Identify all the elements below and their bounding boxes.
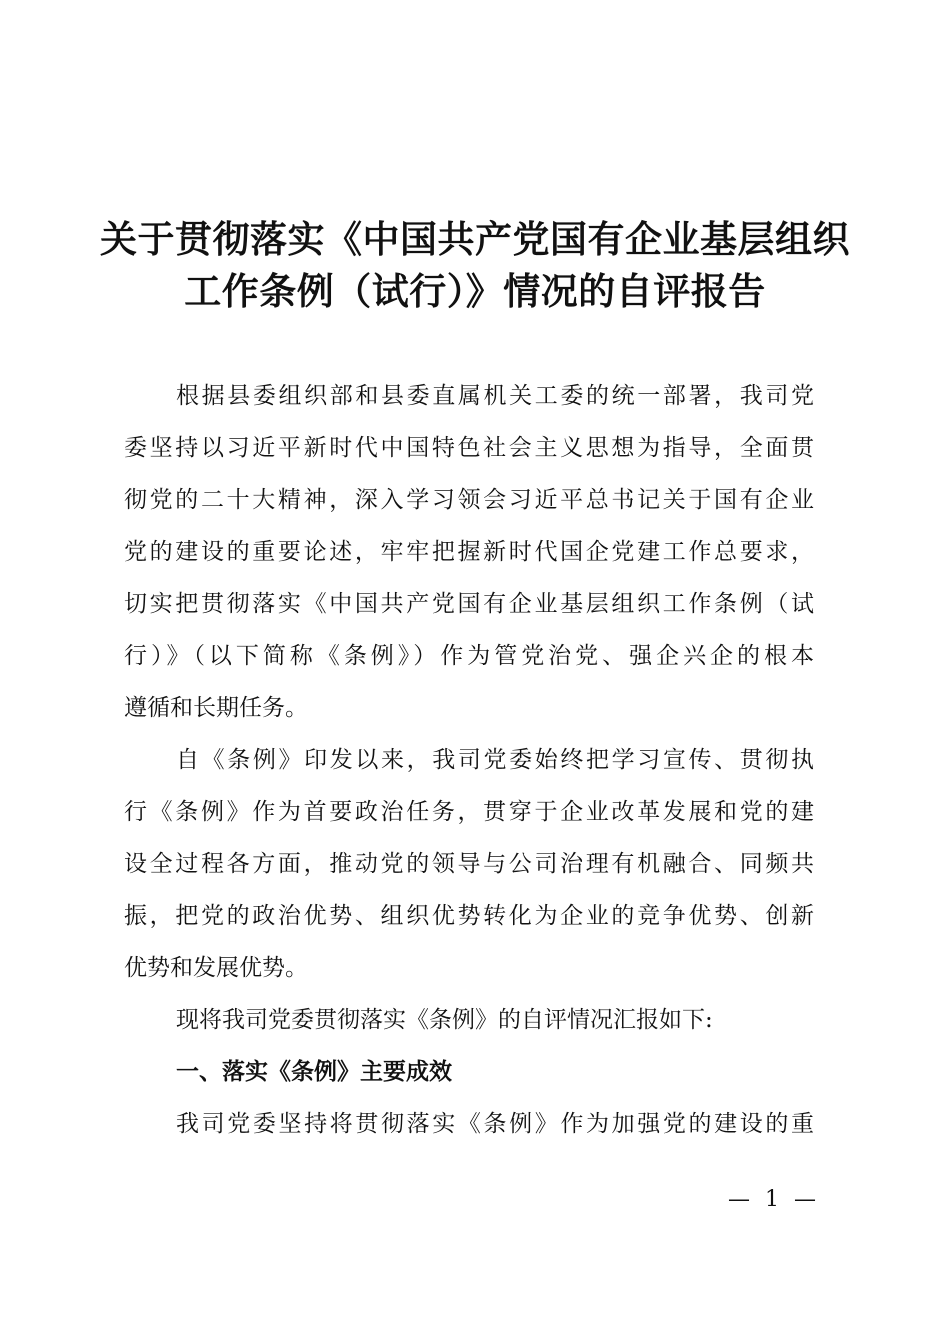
paragraph-3: 现将我司党委贯彻落实《条例》的自评情况汇报如下: [176,1007,713,1033]
paragraph-2-line-4: 振，把党的政治优势、组织优势转化为企业的竞争优势、创新 [124,903,814,929]
paragraph-1-line-7: 遵循和长期任务。 [124,695,308,721]
paragraph-4-line-1: 我司党委坚持将贯彻落实《条例》作为加强党的建设的重 [176,1111,814,1137]
document-title-line-1: 关于贯彻落实《中国共产党国有企业基层组织 [100,218,850,261]
document-body [124,370,814,1150]
paragraph-1-line-2: 委坚持以习近平新时代中国特色社会主义思想为指导，全面贯 [124,435,814,461]
paragraph-2-line-2: 行《条例》作为首要政治任务，贯穿于企业改革发展和党的建 [124,799,814,825]
paragraph-1-line-6: 行）》（以下简称《条例》）作为管党治党、强企兴企的根本 [124,643,814,669]
paragraph-1-line-3: 彻党的二十大精神，深入学习领会习近平总书记关于国有企业 [124,487,814,513]
paragraph-1-line-1: 根据县委组织部和县委直属机关工委的统一部署，我司党 [176,383,814,409]
section-heading-1: 一、落实《条例》主要成效 [176,1059,452,1085]
document-title-line-2: 工作条例（试行）》情况的自评报告 [184,270,766,313]
paragraph-2-line-5: 优势和发展优势。 [124,955,308,981]
paragraph-1-line-5: 切实把贯彻落实《中国共产党国有企业基层组织工作条例（试 [124,591,814,617]
paragraph-1-line-4: 党的建设的重要论述，牢牢把握新时代国企党建工作总要求， [124,539,814,565]
paragraph-2-line-3: 设全过程各方面，推动党的领导与公司治理有机融合、同频共 [124,851,814,877]
paragraph-2-line-1: 自《条例》印发以来，我司党委始终把学习宣传、贯彻执 [176,747,814,773]
page-number: — 1 — [728,1187,820,1212]
